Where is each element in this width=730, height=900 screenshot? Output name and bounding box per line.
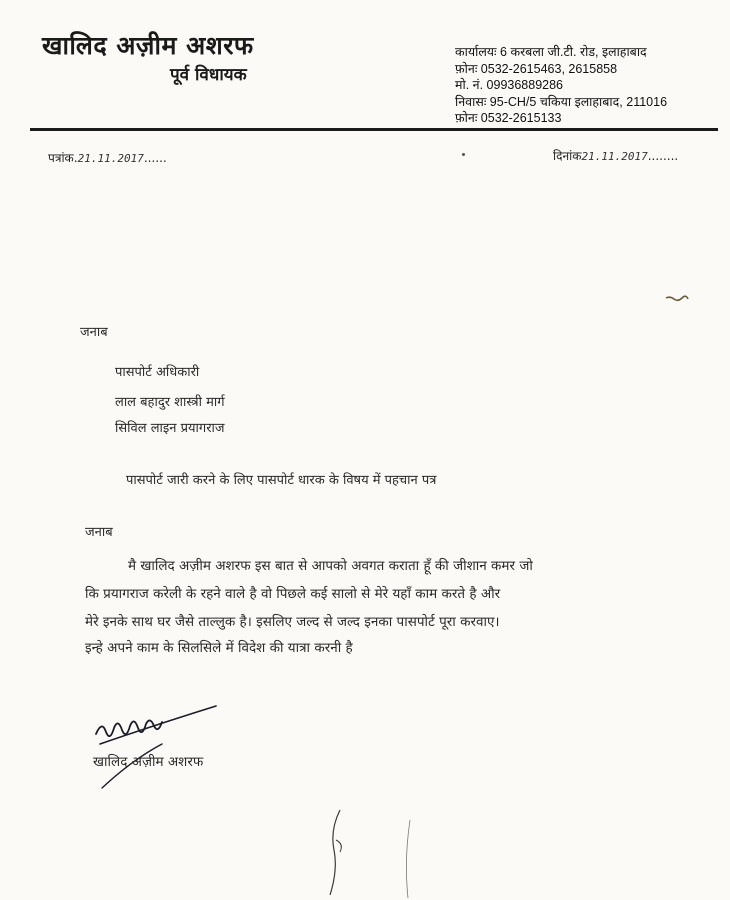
date-value: 21.11.2017 [581, 150, 648, 163]
reference-dots: ...... [143, 151, 167, 165]
contact-mobile: मो. नं. 09936889286 [455, 78, 564, 92]
contact-residence-phone: फ़ोनः 0532-2615133 [455, 111, 562, 125]
date-label: दिनांक [553, 149, 582, 163]
contact-residence-address: निवासः 95-CH/5 चकिया इलाहाबाद, 211016 [455, 94, 668, 109]
body-line-2: कि प्रयागराज करेली के रहने वाले है वो पिछले कई सालो से मेरे यहाँ काम करते है और [85, 586, 501, 602]
letterhead-name: खालिद अज़ीम अशरफ [42, 31, 254, 60]
letter-date [553, 147, 678, 164]
signatory-name: खालिद अज़ीम अशरफ [93, 754, 204, 770]
letterhead-contact [455, 44, 667, 127]
ink-speck [664, 294, 690, 302]
salutation-body: जनाब [85, 525, 113, 540]
letterhead-designation: पूर्व विधायक [170, 65, 247, 85]
recipient-title: पासपोर्ट अधिकारी [115, 365, 200, 380]
reference-number [48, 149, 167, 166]
recipient-city: सिविल लाइन प्रयागराज [115, 421, 225, 436]
paper-scribble [300, 800, 420, 900]
handwritten-signature [92, 700, 222, 790]
date-dots: ........ [647, 149, 679, 163]
reference-label: पत्रांक. [48, 151, 78, 165]
body-line-4: इन्हे अपने काम के सिलसिले में विदेश की यात्रा करनी है [85, 640, 353, 656]
body-line-3: मेरे इनके साथ घर जैसे ताल्लुक है। इसलिए जल्द से जल्द इनका पासपोर्ट पूरा करवाए। [85, 614, 500, 630]
recipient-street: लाल बहादुर शास्त्री मार्ग [115, 395, 225, 410]
contact-office-address: कार्यालयः 6 करबला जी.टी. रोड, इलाहाबाद [455, 45, 647, 59]
body-line-1: मै खालिद अज़ीम अशरफ इस बात से आपको अवगत कराता हूँ की जीशान कमर जो [128, 558, 533, 574]
salutation-top: जनाब [80, 325, 108, 340]
letter-subject: पासपोर्ट जारी करने के लिए पासपोर्ट धारक के विषय में पहचान पत्र [126, 473, 437, 488]
ink-dot [462, 153, 465, 156]
contact-office-phone: फ़ोनः 0532-2615463, 2615858 [455, 61, 618, 76]
reference-value: 21.11.2017 [77, 152, 144, 165]
header-divider [30, 128, 718, 131]
